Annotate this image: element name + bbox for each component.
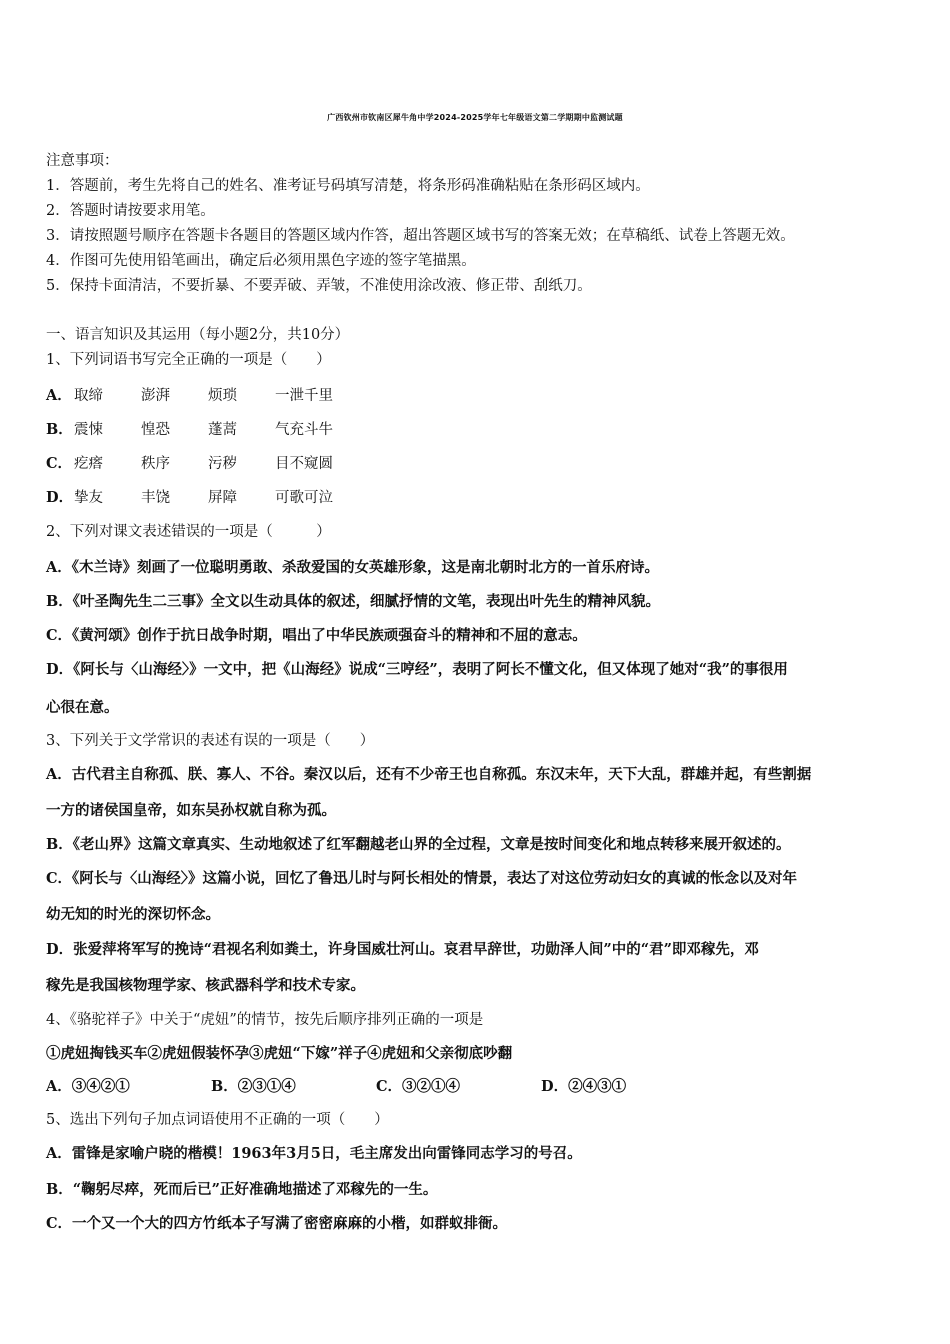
option-word: 气充斗牛 xyxy=(275,422,333,438)
option-word: 烦琐 xyxy=(208,388,237,404)
q1-option-c xyxy=(46,454,333,474)
q5-option-b: B．“鞠躬尽瘁，死而后已”正好准确地描述了邓稼先的一生。 xyxy=(46,1181,438,1198)
note-item: 2．答题时请按要求用笔。 xyxy=(46,203,215,219)
q2-option-c: C．《黄河颂》创作于抗日战争时期，唱出了中华民族顽强奋斗的精神和不屈的意志。 xyxy=(46,627,587,644)
option-word: 屏障 xyxy=(208,490,237,506)
question-4-stem: 4、《骆驼祥子》中关于“虎妞”的情节，按先后顺序排列正确的一项是 xyxy=(46,1012,484,1028)
q4-choice-a: A．③④②① xyxy=(46,1078,130,1095)
option-word: 目不窥圆 xyxy=(275,456,333,472)
option-word: 可歌可泣 xyxy=(275,490,333,506)
exam-title: 广西钦州市钦南区犀牛角中学2024-2025学年七年级语文第二学期期中监测试题 xyxy=(327,113,623,122)
q5-option-a: A．雷锋是家喻户晓的楷模！1963年3月5日，毛主席发出向雷锋同志学习的号召。 xyxy=(46,1145,582,1162)
option-label: D． xyxy=(46,489,74,506)
option-label: C． xyxy=(46,455,73,472)
question-1-stem: 1、下列词语书写完全正确的一项是（ ） xyxy=(46,352,331,368)
option-label: A． xyxy=(46,387,72,404)
q2-option-d-cont: 心很在意。 xyxy=(46,699,119,716)
option-word: 秩序 xyxy=(141,456,170,472)
question-3-stem: 3、下列关于文学常识的表述有误的一项是（ ） xyxy=(46,733,375,749)
option-word: 污秽 xyxy=(208,456,237,472)
q3-option-a: A．古代君主自称孤、朕、寡人、不谷。秦汉以后，还有不少帝王也自称孤。东汉末年，天下大乱，群雄并起，有些割据 xyxy=(46,766,812,783)
note-item: 3．请按照题号顺序在答题卡各题目的答题区域内作答，超出答题区域书写的答案无效；在草稿纸、试卷上答题无效。 xyxy=(46,228,795,244)
q3-option-d: D．张爱萍将军写的挽诗“君视名利如粪土，许身国威壮河山。哀君早辞世，功勋泽人间”中的“君”即邓稼先，邓 xyxy=(46,941,759,958)
note-item: 4．作图可先使用铅笔画出，确定后必须用黑色字迹的签字笔描黑。 xyxy=(46,253,476,269)
q1-option-a xyxy=(46,386,333,406)
section-heading: 一、语言知识及其运用（每小题2分，共10分） xyxy=(46,327,350,343)
q2-option-d: D．《阿长与〈山海经〉》一文中，把《山海经》说成“三哼经”，表明了阿长不懂文化，但又体现了她对“我”的事很用 xyxy=(46,661,788,678)
q3-option-c: C．《阿长与〈山海经〉》这篇小说，回忆了鲁迅儿时与阿长相处的情景，表达了对这位劳动妇女的真诚的怅念以及对年 xyxy=(46,870,798,887)
notes-heading: 注意事项： xyxy=(46,153,119,169)
q2-option-b: B．《叶圣陶先生二三事》全文以生动具体的叙述，细腻抒情的文笔，表现出叶先生的精神风貌。 xyxy=(46,593,661,610)
note-item: 1．答题前，考生先将自己的姓名、准考证号码填写清楚，将条形码准确粘贴在条形码区域内。 xyxy=(46,178,650,194)
q4-events: ①虎妞掏钱买车②虎妞假装怀孕③虎妞“下嫁”祥子④虎妞和父亲彻底吵翻 xyxy=(46,1045,513,1062)
option-word: 取缔 xyxy=(74,388,103,404)
q2-option-a: A．《木兰诗》刻画了一位聪明勇敢、杀敌爱国的女英雄形象，这是南北朝时北方的一首乐府诗。 xyxy=(46,559,659,576)
option-word: 蓬蒿 xyxy=(208,422,237,438)
question-5-stem: 5、选出下列句子加点词语使用不正确的一项（ ） xyxy=(46,1112,389,1128)
q4-choice-c: C．③②①④ xyxy=(376,1078,461,1095)
q4-choices xyxy=(46,1077,626,1097)
option-word: 惶恐 xyxy=(141,422,170,438)
q4-choice-d: D．②④③① xyxy=(541,1078,627,1095)
note-item: 5．保持卡面清洁，不要折暴、不要弄破、弄皱，不准使用涂改液、修正带、刮纸刀。 xyxy=(46,278,592,294)
q3-option-a-cont: 一方的诸侯国皇帝，如东吴孙权就自称为孤。 xyxy=(46,802,336,819)
option-word: 震悚 xyxy=(74,422,103,438)
question-2-stem: 2、下列对课文表述错误的一项是（ ） xyxy=(46,524,331,540)
q3-option-b: B．《老山界》这篇文章真实、生动地叙述了红军翻越老山界的全过程，文章是按时间变化和地点转移来展开叙述的。 xyxy=(46,836,791,853)
option-word: 挚友 xyxy=(74,490,103,506)
q3-option-d-cont: 稼先是我国核物理学家、核武器科学和技术专家。 xyxy=(46,977,365,994)
q4-choice-b: B．②③①④ xyxy=(211,1078,296,1095)
option-word: 一泄千里 xyxy=(275,388,333,404)
q3-option-c-cont: 幼无知的时光的深切怀念。 xyxy=(46,906,220,923)
option-word: 疙瘩 xyxy=(74,456,103,472)
q1-option-b xyxy=(46,420,333,440)
option-label: B． xyxy=(46,421,73,438)
option-word: 丰饶 xyxy=(141,490,170,506)
option-word: 澎湃 xyxy=(141,388,170,404)
q5-option-c: C．一个又一个大的四方竹纸本子写满了密密麻麻的小楷，如群蚁排衙。 xyxy=(46,1215,508,1232)
q1-option-d xyxy=(46,488,333,508)
